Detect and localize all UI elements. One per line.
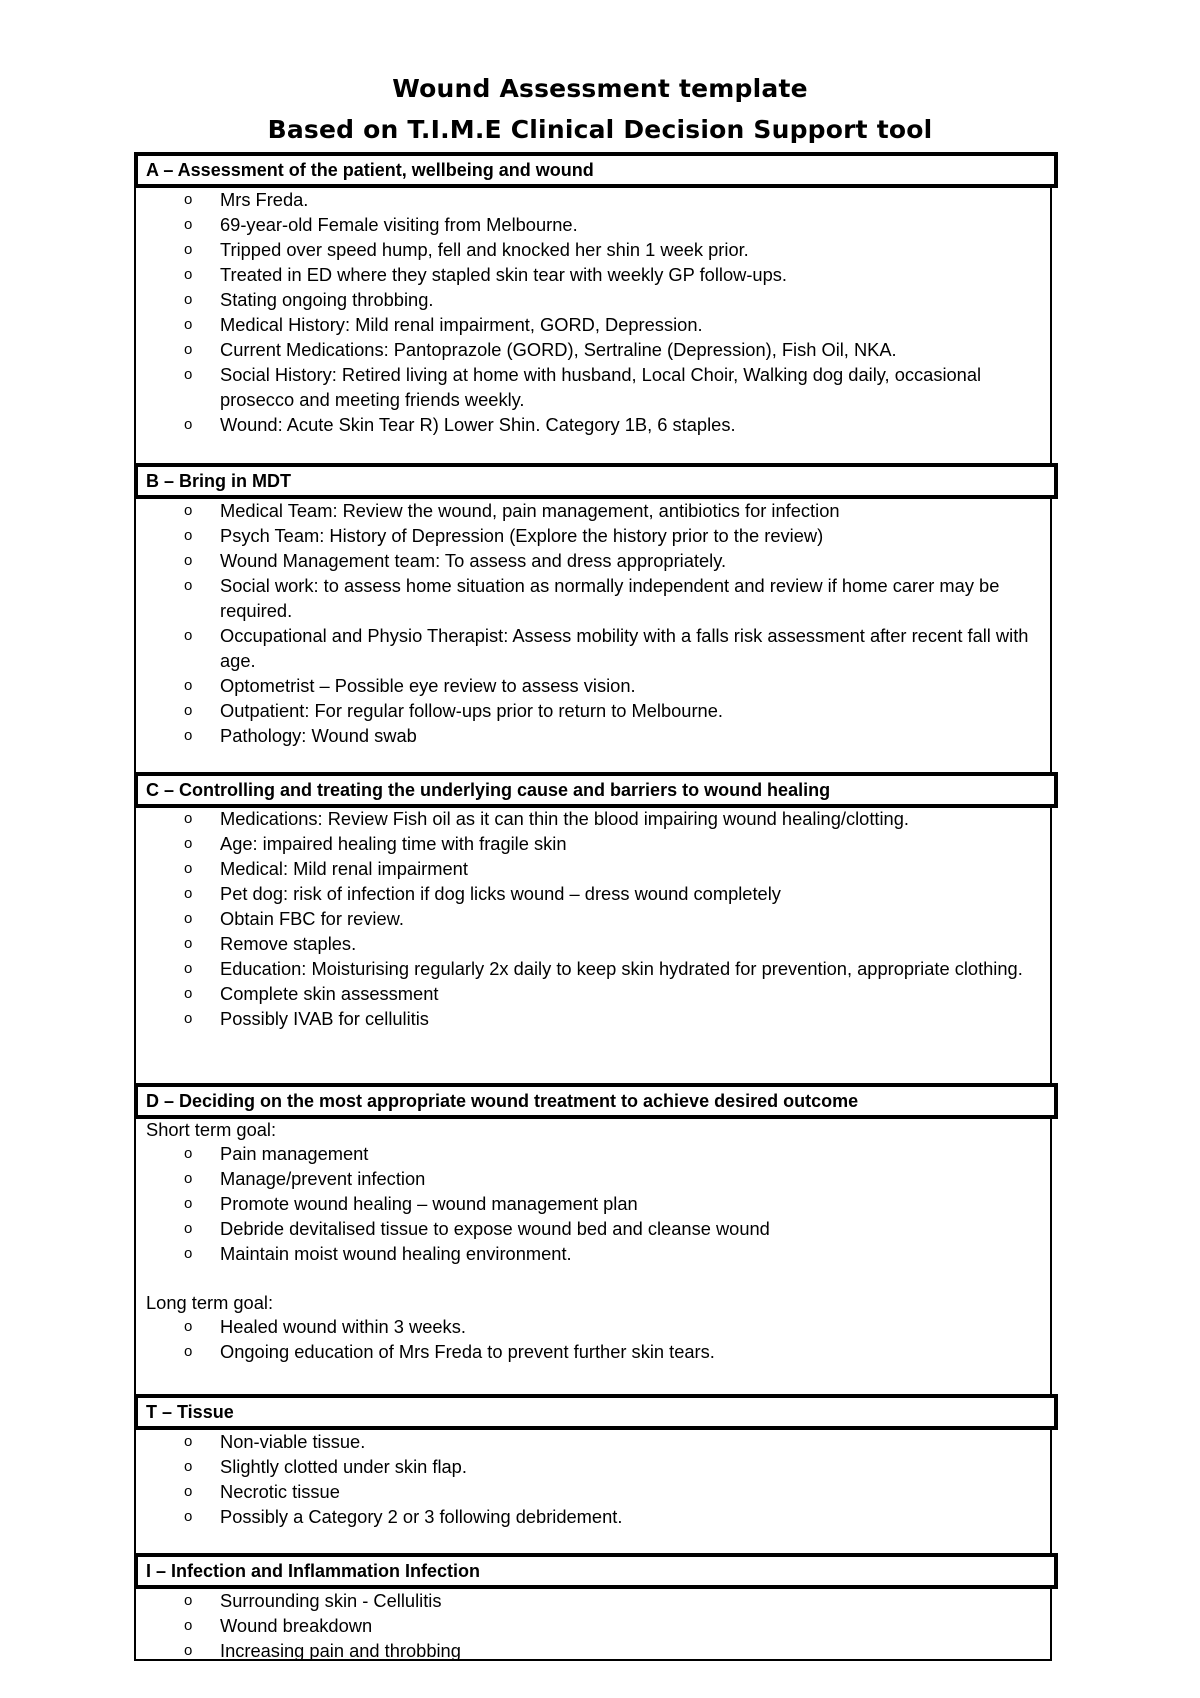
document-title: Wound Assessment template (392, 74, 808, 103)
list-item: o Complete skin assessment (148, 981, 1038, 1006)
list-item: o Pet dog: risk of infection if dog licks wound – dress wound completely (148, 881, 1038, 906)
list-item: o Pain management (148, 1141, 1038, 1166)
list-item: o Surrounding skin - Cellulitis (148, 1588, 1038, 1613)
section-c-list (148, 806, 1038, 1031)
list-item: o Social work: to assess home situation as normally independent and review if home carer may be required. (148, 573, 1038, 623)
section-t-heading: T – Tissue (134, 1394, 1058, 1430)
long-term-goal-list (148, 1314, 1038, 1364)
list-item: o Wound Management team: To assess and dress appropriately. (148, 548, 1038, 573)
list-item: o Wound: Acute Skin Tear R) Lower Shin. Category 1B, 6 staples. (148, 412, 1038, 437)
list-item: o Obtain FBC for review. (148, 906, 1038, 931)
list-item: o Stating ongoing throbbing. (148, 287, 1038, 312)
list-item: o Mrs Freda. (148, 187, 1038, 212)
list-item: o Pathology: Wound swab (148, 723, 1038, 748)
list-item: o Remove staples. (148, 931, 1038, 956)
list-item: o Healed wound within 3 weeks. (148, 1314, 1038, 1339)
long-term-goal-label: Long term goal: (146, 1292, 274, 1313)
list-item: o Possibly a Category 2 or 3 following debridement. (148, 1504, 1038, 1529)
list-item: o Non-viable tissue. (148, 1429, 1038, 1454)
section-d-heading: D – Deciding on the most appropriate wound treatment to achieve desired outcome (134, 1083, 1058, 1119)
section-a-heading: A – Assessment of the patient, wellbeing and wound (134, 152, 1058, 188)
page-bottom-rule (134, 1659, 1052, 1661)
list-item: o Manage/prevent infection (148, 1166, 1038, 1191)
list-item: o Tripped over speed hump, fell and knocked her shin 1 week prior. (148, 237, 1038, 262)
list-item: o Possibly IVAB for cellulitis (148, 1006, 1038, 1031)
section-c-heading: C – Controlling and treating the underlying cause and barriers to wound healing (134, 772, 1058, 808)
list-item: o Treated in ED where they stapled skin tear with weekly GP follow-ups. (148, 262, 1038, 287)
section-b-heading: B – Bring in MDT (134, 463, 1058, 499)
list-item: o Ongoing education of Mrs Freda to prevent further skin tears. (148, 1339, 1038, 1364)
document-subtitle: Based on T.I.M.E Clinical Decision Support tool (267, 115, 933, 144)
list-item: o Wound breakdown (148, 1613, 1038, 1638)
list-item: o Outpatient: For regular follow-ups prior to return to Melbourne. (148, 698, 1038, 723)
list-item: o Necrotic tissue (148, 1479, 1038, 1504)
list-item: o Medications: Review Fish oil as it can thin the blood impairing wound healing/clotting. (148, 806, 1038, 831)
list-item: o Increasing pain and throbbing (148, 1638, 1038, 1663)
section-i-list (148, 1588, 1038, 1663)
list-item: o Medical Team: Review the wound, pain management, antibiotics for infection (148, 498, 1038, 523)
list-item: o Optometrist – Possible eye review to assess vision. (148, 673, 1038, 698)
list-item: o Medical History: Mild renal impairment, GORD, Depression. (148, 312, 1038, 337)
section-i-heading: I – Infection and Inflammation Infection (134, 1553, 1058, 1589)
list-item: o Social History: Retired living at home with husband, Local Choir, Walking dog daily, occasional prosecco and meeting friends weekly. (148, 362, 1038, 412)
list-item: o Current Medications: Pantoprazole (GORD), Sertraline (Depression), Fish Oil, NKA. (148, 337, 1038, 362)
list-item: o Occupational and Physio Therapist: Assess mobility with a falls risk assessment after recent fall with age. (148, 623, 1038, 673)
list-item: o Promote wound healing – wound management plan (148, 1191, 1038, 1216)
short-term-goal-label: Short term goal: (146, 1119, 277, 1140)
section-a-list (148, 187, 1038, 437)
section-t-list (148, 1429, 1038, 1529)
list-item: o Psych Team: History of Depression (Explore the history prior to the review) (148, 523, 1038, 548)
list-item: o Medical: Mild renal impairment (148, 856, 1038, 881)
short-term-goal-list (148, 1141, 1038, 1266)
list-item: o Debride devitalised tissue to expose wound bed and cleanse wound (148, 1216, 1038, 1241)
list-item: o Age: impaired healing time with fragile skin (148, 831, 1038, 856)
list-item: o 69-year-old Female visiting from Melbourne. (148, 212, 1038, 237)
list-item: o Slightly clotted under skin flap. (148, 1454, 1038, 1479)
list-item: o Maintain moist wound healing environment. (148, 1241, 1038, 1266)
list-item: o Education: Moisturising regularly 2x daily to keep skin hydrated for prevention, appropriate clothing. (148, 956, 1038, 981)
section-b-list (148, 498, 1038, 748)
